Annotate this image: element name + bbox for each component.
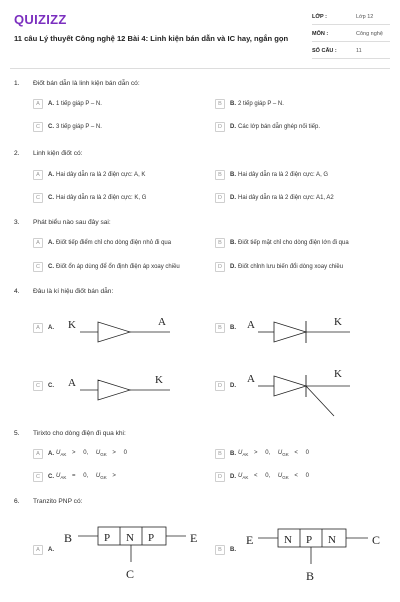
option-d[interactable] (215, 380, 238, 392)
meta-panel (312, 10, 390, 61)
diode-symbol-a (60, 310, 190, 350)
option-letter: C. (48, 124, 54, 130)
formula-subscript: AK (60, 475, 67, 481)
option-text: Điốt chỉnh lưu biến đổi dòng xoay chiều (238, 264, 344, 270)
option-checkbox[interactable]: D (215, 472, 225, 482)
question-number: 3. (14, 219, 20, 226)
formula-symbol: U (277, 450, 283, 457)
layer-label: N (284, 534, 292, 546)
meta-row-class (312, 10, 390, 25)
question-text: Tranzito PNP có: (33, 498, 83, 505)
option-letter: D. (230, 383, 236, 389)
formula-relation: > 0, (72, 450, 89, 457)
option-letter: C. (48, 264, 54, 270)
option-d[interactable] (215, 471, 309, 483)
option-checkbox[interactable]: A (33, 170, 43, 180)
option-formula (238, 450, 309, 457)
option-checkbox[interactable]: B (215, 99, 225, 109)
option-a[interactable] (33, 544, 56, 556)
option-text: Điốt ổn áp dùng để ổn định điện áp xoay chiều (56, 264, 180, 270)
terminal-label: A (158, 316, 166, 328)
formula-symbol: U (95, 473, 101, 480)
quizizz-logo: QUIZIZZ (14, 12, 67, 27)
option-text: Hai dây dẫn ra là 2 điện cực: A, K (56, 172, 146, 178)
formula-subscript: GK (282, 475, 289, 481)
terminal-label: K (334, 316, 342, 328)
header-divider (10, 68, 390, 69)
option-d[interactable] (215, 121, 320, 133)
formula-symbol: U (238, 473, 243, 480)
option-checkbox[interactable]: A (33, 238, 43, 248)
question-text: Đâu là kí hiệu điốt bán dẫn: (33, 288, 114, 295)
option-letter: A. (48, 240, 54, 246)
option-letter: D. (230, 195, 236, 201)
formula-symbol: U (56, 473, 61, 480)
terminal-label: B (64, 531, 73, 545)
option-checkbox[interactable]: B (215, 238, 225, 248)
option-letter: D. (230, 124, 236, 130)
option-checkbox[interactable]: A (33, 449, 43, 459)
diode-symbol-d (242, 364, 362, 418)
option-b[interactable] (215, 448, 309, 460)
option-letter: C. (48, 383, 54, 389)
option-letter: A. (48, 547, 54, 553)
document-header (0, 0, 400, 66)
option-checkbox[interactable]: B (215, 545, 225, 555)
option-b[interactable] (215, 544, 238, 556)
option-checkbox[interactable]: B (215, 323, 225, 333)
formula-symbol: U (95, 450, 101, 457)
formula-subscript: AK (60, 452, 67, 458)
option-d[interactable] (215, 192, 334, 204)
terminal-label: A (247, 319, 255, 331)
terminal-label: A (68, 377, 76, 389)
formula-relation: > (112, 473, 116, 480)
formula-subscript: GK (282, 452, 289, 458)
option-text: 2 tiếp giáp P – N. (238, 101, 284, 107)
transistor-symbol-npn (242, 522, 392, 602)
terminal-label: A (247, 373, 255, 385)
option-text: Điốt tiếp mặt chỉ cho dòng điện lớn đi qua (238, 240, 349, 246)
option-d[interactable] (215, 261, 343, 273)
option-text: Hai dây dẫn ra là 2 điện cực: A, G (238, 172, 329, 178)
formula-symbol: U (277, 473, 283, 480)
option-a[interactable] (33, 169, 145, 181)
option-letter: B. (230, 172, 236, 178)
meta-label: SỐ CÂU : (312, 48, 337, 54)
option-checkbox[interactable]: C (33, 122, 43, 132)
option-a[interactable] (33, 98, 102, 110)
option-b[interactable] (215, 98, 284, 110)
option-checkbox[interactable]: A (33, 99, 43, 109)
option-formula (238, 473, 309, 480)
option-a[interactable] (33, 322, 56, 334)
option-letter: B. (230, 451, 236, 457)
question-number: 2. (14, 150, 20, 157)
formula-relation: < 0 (294, 450, 309, 457)
meta-label: MÔN : (312, 31, 329, 37)
option-letter: D. (230, 474, 236, 480)
formula-relation: > 0 (112, 450, 127, 457)
question-text: Phát biểu nào sau đây sai: (33, 219, 111, 226)
terminal-label: C (126, 567, 135, 581)
option-letter: A. (48, 101, 54, 107)
question-text: Linh kiện điốt có: (33, 150, 83, 157)
option-a[interactable] (33, 448, 127, 460)
option-letter: C. (48, 195, 54, 201)
layer-label: P (148, 532, 155, 544)
meta-value: Công nghệ (356, 31, 383, 37)
meta-row-subject (312, 27, 390, 42)
option-letter: B. (230, 325, 236, 331)
layer-label: P (104, 532, 111, 544)
option-checkbox[interactable]: D (215, 381, 225, 391)
formula-subscript: AK (242, 452, 249, 458)
terminal-label: E (246, 533, 254, 547)
question-number: 6. (14, 498, 20, 505)
option-checkbox[interactable]: D (215, 193, 225, 203)
option-letter: B. (230, 101, 236, 107)
layer-label: N (126, 532, 134, 544)
option-letter: D. (230, 264, 236, 270)
option-c[interactable] (33, 121, 102, 133)
option-letter: A. (48, 325, 54, 331)
option-b[interactable] (215, 322, 238, 334)
option-checkbox[interactable]: A (33, 545, 43, 555)
formula-subscript: GK (100, 452, 107, 458)
formula-subscript: GK (100, 475, 107, 481)
option-formula (56, 450, 127, 457)
option-text: Hai dây dẫn ra là 2 điện cực: K, G (56, 195, 147, 201)
question-number: 1. (14, 80, 20, 87)
option-text: 3 tiếp giáp P – N. (56, 124, 102, 130)
terminal-label: C (372, 533, 381, 547)
transistor-symbol-pnp (60, 520, 210, 600)
option-a[interactable] (33, 237, 171, 249)
option-letter: B. (230, 547, 236, 553)
diode-symbol-c (60, 368, 190, 408)
option-checkbox[interactable]: D (215, 262, 225, 272)
option-text: Các lớp bán dẫn ghép nối tiếp. (238, 124, 320, 130)
option-letter: A. (48, 172, 54, 178)
terminal-label: B (306, 569, 315, 583)
option-checkbox[interactable]: C (33, 262, 43, 272)
terminal-label: K (334, 368, 342, 380)
formula-relation: = 0, (72, 473, 89, 480)
option-c[interactable] (33, 380, 56, 392)
option-checkbox[interactable]: C (33, 472, 43, 482)
option-text: Hai dây dẫn ra là 2 điện cực: A1, A2 (238, 195, 334, 201)
option-letter: B. (230, 240, 236, 246)
terminal-label: K (68, 319, 76, 331)
formula-relation: < 0 (294, 473, 309, 480)
option-formula (56, 473, 116, 480)
option-checkbox[interactable]: C (33, 193, 43, 203)
formula-symbol: U (56, 450, 61, 457)
option-c[interactable] (33, 192, 146, 204)
option-c[interactable] (33, 261, 180, 273)
diode-symbol-b (242, 310, 362, 350)
formula-symbol: U (238, 450, 243, 457)
option-checkbox[interactable]: A (33, 323, 43, 333)
option-checkbox[interactable]: B (215, 170, 225, 180)
option-letter: C. (48, 474, 54, 480)
formula-relation: > 0, (254, 450, 271, 457)
terminal-label: E (190, 531, 198, 545)
option-b[interactable] (215, 237, 349, 249)
option-b[interactable] (215, 169, 328, 181)
option-checkbox[interactable]: B (215, 449, 225, 459)
option-text: 1 tiếp giáp P – N. (56, 101, 102, 107)
option-letter: A. (48, 451, 54, 457)
meta-value: Lớp 12 (356, 14, 374, 20)
layer-label: N (328, 534, 336, 546)
option-text: Điốt tiếp điểm chỉ cho dòng điện nhỏ đi qua (56, 240, 172, 246)
question-number: 5. (14, 430, 20, 437)
option-checkbox[interactable]: D (215, 122, 225, 132)
option-checkbox[interactable]: C (33, 381, 43, 391)
formula-relation: < 0, (254, 473, 271, 480)
question-number: 4. (14, 288, 20, 295)
meta-value: 11 (356, 48, 362, 54)
question-text: Tirixto cho dòng điện đi qua khi: (33, 430, 126, 437)
document-title: 11 câu Lý thuyết Công nghệ 12 Bài 4: Linh kiện bán dẫn và IC hay, ngắn gọn (14, 34, 289, 43)
option-c[interactable] (33, 471, 116, 483)
layer-label: P (306, 534, 313, 546)
formula-subscript: AK (242, 475, 249, 481)
terminal-label: K (155, 374, 163, 386)
question-text: Điốt bán dẫn là linh kiện bán dẫn có: (33, 80, 140, 87)
meta-label: LỚP : (312, 14, 327, 20)
meta-row-count (312, 44, 390, 59)
